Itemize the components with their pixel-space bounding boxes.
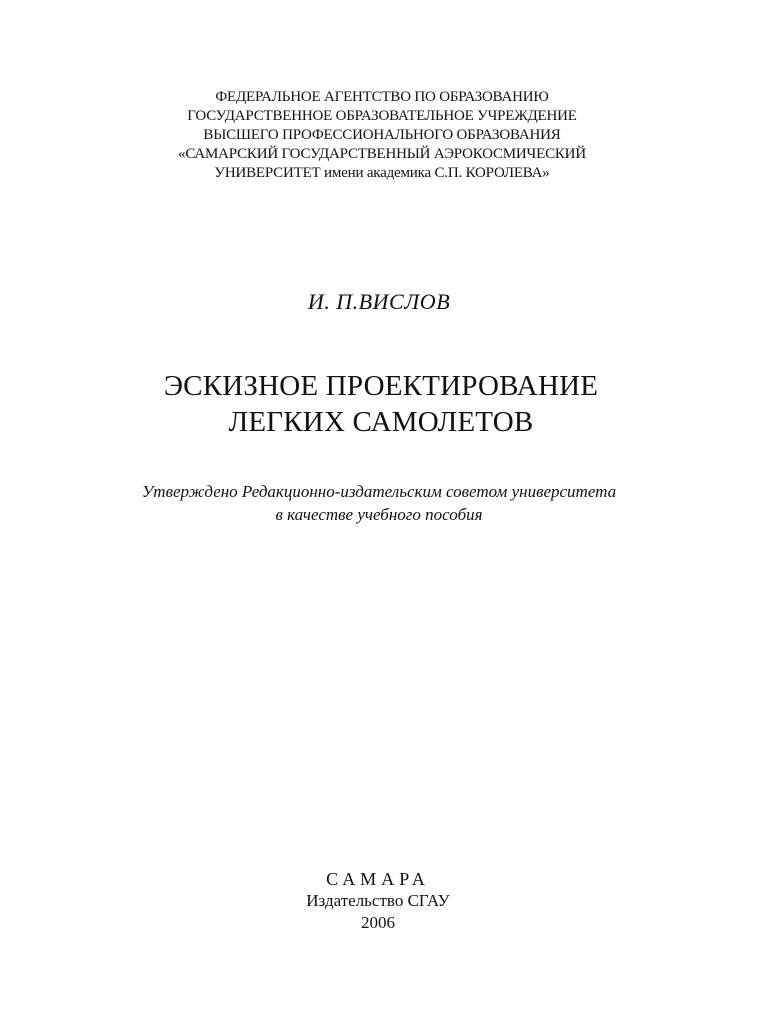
institution-line: ВЫСШЕГО ПРОФЕССИОНАЛЬНОГО ОБРАЗОВАНИЯ — [203, 127, 561, 143]
institution-header — [0, 88, 766, 183]
approval-line: в качестве учебного пособия — [275, 505, 483, 524]
imprint-year: 2006 — [361, 913, 395, 932]
institution-line: ГОСУДАРСТВЕННОЕ ОБРАЗОВАТЕЛЬНОЕ УЧРЕЖДЕНИЕ — [187, 108, 577, 124]
book-title — [0, 368, 765, 440]
book-title-line: ЭСКИЗНОЕ ПРОЕКТИРОВАНИЕ — [163, 370, 599, 402]
institution-line: УНИВЕРСИТЕТ имени академика С.П. КОРОЛЕВА» — [214, 165, 550, 181]
institution-line: «САМАРСКИЙ ГОСУДАРСТВЕННЫЙ АЭРОКОСМИЧЕСКИЙ — [178, 146, 586, 162]
institution-line: ФЕДЕРАЛЬНОЕ АГЕНТСТВО ПО ОБРАЗОВАНИЮ — [215, 89, 549, 105]
imprint-city: САМАРА — [326, 869, 430, 889]
book-title-line: ЛЕГКИХ САМОЛЕТОВ — [228, 406, 534, 438]
imprint-publisher: Издательство СГАУ — [306, 891, 450, 910]
approval-note — [0, 480, 763, 526]
approval-line: Утверждено Редакционно-издательским советом университета — [141, 482, 617, 501]
imprint — [0, 868, 762, 934]
author-name: И. П.ВИСЛОВ — [307, 289, 451, 314]
